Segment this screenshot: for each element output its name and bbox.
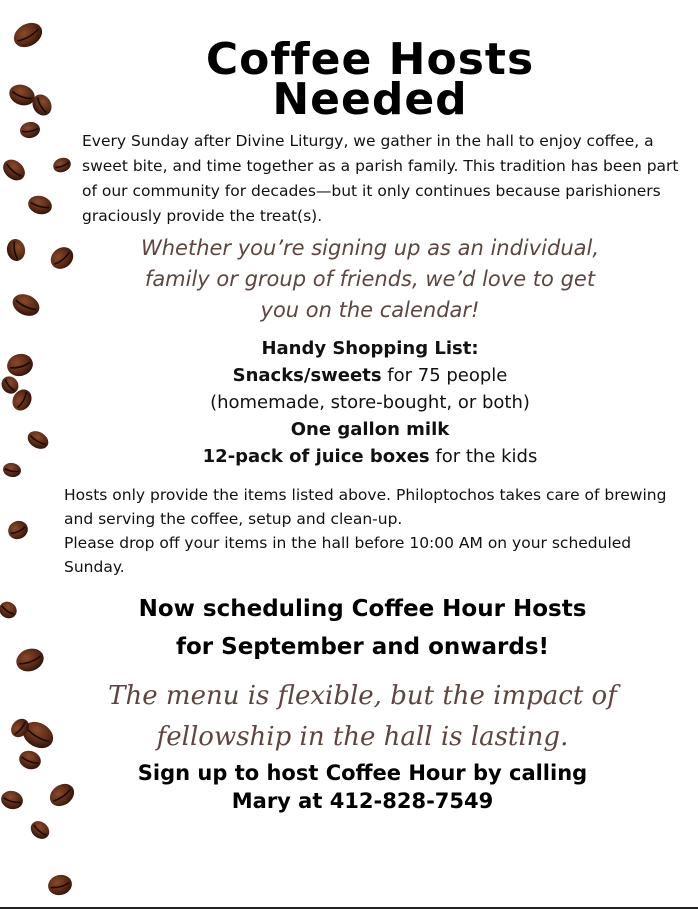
hosts-note-line-2: Please drop off your items in the hall before 10:00 AM on your scheduled Sunday.	[64, 534, 632, 576]
flyer-title	[120, 34, 620, 125]
shopping-list-heading: Handy Shopping List:	[261, 338, 479, 359]
shopping-item-snacks-label: Snacks/sweets	[232, 365, 382, 386]
pitch-line-3: you on the calendar!	[260, 298, 480, 322]
title-line-1: Coffee Hosts	[205, 34, 535, 85]
scheduling-line-2: for September and onwards!	[175, 634, 550, 660]
shopping-item-juice-label: 12-pack of juice boxes	[202, 446, 430, 467]
coffee-bean-icon	[0, 155, 29, 184]
coffee-bean-icon	[46, 243, 77, 274]
coffee-bean-icon	[9, 290, 43, 320]
coffee-beans-decoration	[0, 0, 90, 909]
coffee-bean-icon	[17, 748, 44, 772]
coffee-bean-icon	[5, 351, 36, 379]
shopping-item-snacks-note: (homemade, store-bought, or both)	[210, 392, 530, 413]
intro-paragraph: Every Sunday after Divine Liturgy, we gather in the hall to enjoy coffee, a sweet bite, and time together as a parish family. This tradition has been part of our community for decades—but it only continues because parishioners graciously provide the treat(s).	[82, 132, 679, 225]
pitch-line-1: Whether you’re signing up as an individual,	[140, 236, 600, 260]
shopping-item-juice	[120, 443, 620, 470]
coffee-bean-icon	[19, 120, 41, 139]
shopping-item-milk: One gallon milk	[290, 419, 450, 440]
scheduling-line-1: Now scheduling Coffee Hour Hosts	[138, 596, 587, 622]
coffee-bean-icon	[2, 462, 22, 479]
coffee-bean-icon	[0, 598, 20, 621]
signup-line-2: Mary at 412-828-7549	[231, 789, 494, 813]
menu-quote-line-2: fellowship in the hall is lasting.	[156, 722, 569, 752]
coffee-bean-icon	[51, 155, 73, 174]
shopping-item-juice-detail: for the kids	[429, 446, 538, 467]
coffee-bean-icon	[0, 788, 25, 811]
hosts-note-line-1: Hosts only provide the items listed above. Philoptochos takes care of brewing and serving the coffee, setup and clean-up.	[64, 486, 667, 528]
shopping-item-snacks-detail: for 75 people	[381, 365, 508, 386]
coffee-bean-icon	[13, 645, 47, 675]
title-line-2: Needed	[272, 74, 468, 125]
signup-contact	[90, 759, 635, 815]
coffee-bean-icon	[10, 18, 47, 52]
shopping-list	[120, 335, 620, 470]
signup-invitation	[100, 233, 640, 326]
scheduling-announcement	[90, 590, 635, 666]
coffee-bean-icon	[24, 428, 51, 453]
pitch-line-2: family or group of friends, we’d love to get	[144, 267, 596, 291]
hosts-note	[64, 483, 679, 579]
coffee-bean-icon	[26, 193, 54, 217]
menu-quote-line-1: The menu is flexible, but the impact of	[108, 681, 617, 711]
coffee-bean-icon	[46, 779, 79, 810]
coffee-bean-icon	[5, 238, 27, 263]
coffee-bean-icon	[27, 817, 53, 842]
signup-line-1: Sign up to host Coffee Hour by calling	[137, 761, 588, 785]
coffee-bean-icon	[5, 518, 31, 543]
coffee-bean-icon	[46, 872, 74, 898]
shopping-item-snacks	[120, 362, 620, 389]
menu-quote	[90, 676, 635, 758]
